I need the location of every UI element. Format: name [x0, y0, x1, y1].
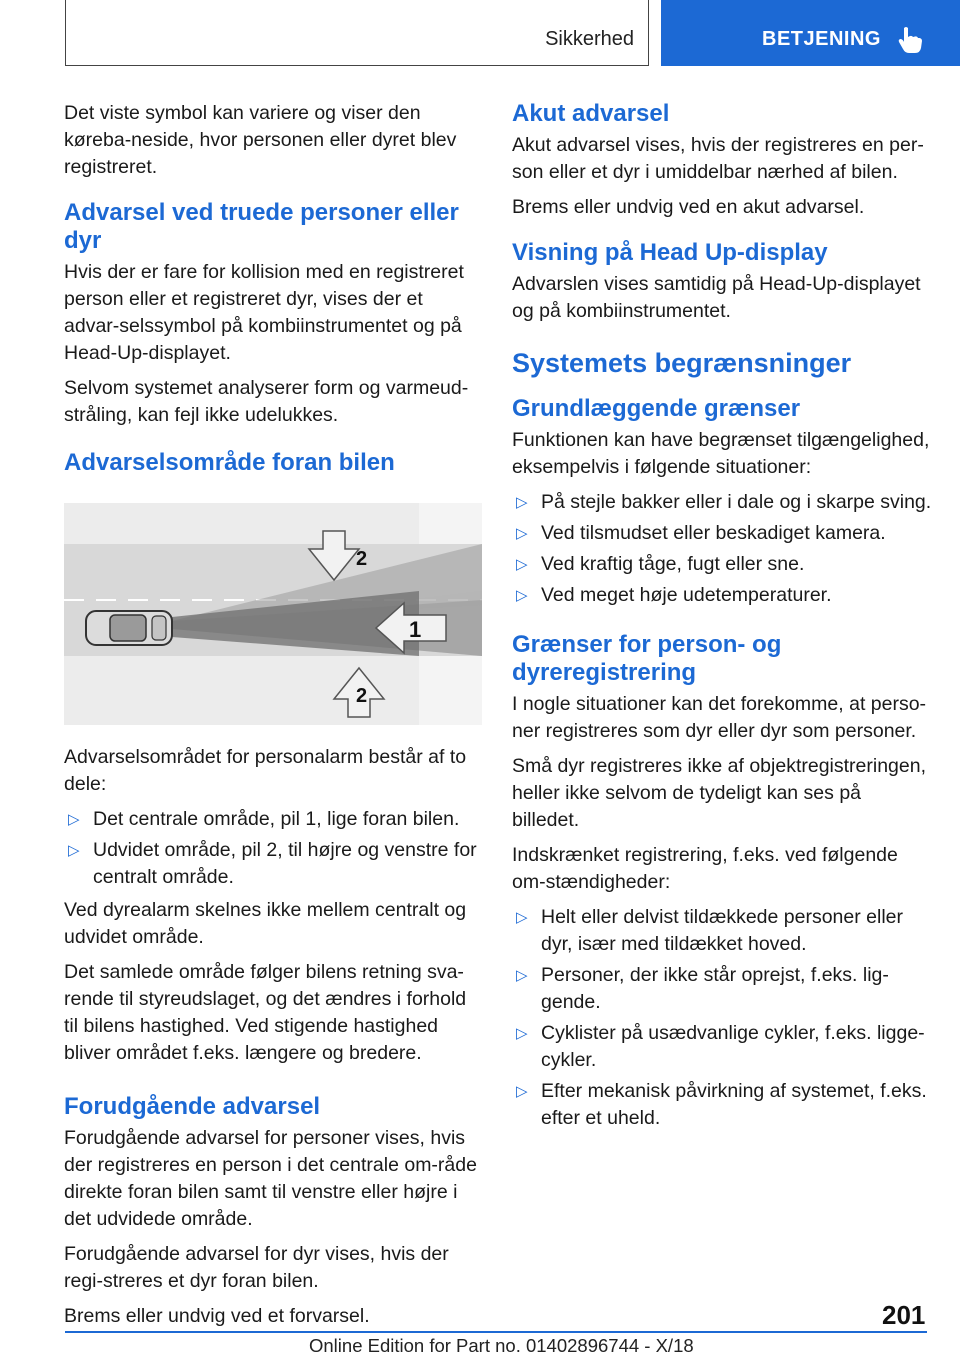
svg-text:2: 2: [356, 548, 368, 570]
triangle-bullet-icon: ▷: [68, 842, 80, 859]
area-list: [64, 806, 482, 891]
acute-paragraph-1: Akut advarsel vises, hvis der registreres en per-son eller et dyr i umiddelbar nærhed af bilen.: [512, 134, 924, 183]
list-item: ▷ På stejle bakker eller i dale og i skarpe sving.: [512, 489, 932, 516]
total-area-paragraph: Det samlede område følger bilens retning sva-rende til styreudslaget, og det ændres i forhold til bilens hastighed. Ved stigende hastighed bliver området f.eks. længere og bredere.: [64, 961, 467, 1064]
list-item: ▷ Udvidet område, pil 2, til højre og venstre for centralt område.: [68, 839, 477, 888]
svg-text:1: 1: [409, 617, 422, 642]
list-item: ▷ Helt eller delvist tildækkede personer eller dyr, især med tildækket hoved.: [516, 906, 903, 955]
triangle-bullet-icon: ▷: [516, 556, 528, 573]
hand-pointer-icon: [897, 26, 923, 54]
heading-pre-warning: Forudgående advarsel: [64, 1093, 321, 1120]
triangle-bullet-icon: ▷: [516, 1083, 528, 1100]
footer-edition: Online Edition for Part no. 01402896744 - X/18: [309, 1335, 694, 1356]
pre-warning-paragraph-3: Brems eller undvig ved et forvarsel.: [64, 1305, 370, 1327]
triangle-bullet-icon: ▷: [516, 909, 528, 926]
heading-threat-warning: Advarsel ved truede personer eller dyr: [64, 199, 459, 254]
hud-paragraph: Advarslen vises samtidig på Head-Up-displayet og på kombiinstrumentet.: [512, 273, 921, 322]
person-limits-list: [512, 904, 932, 1132]
footer-divider: [65, 1331, 927, 1333]
list-item: ▷ Cyklister på usædvanlige cykler, f.eks. ligge-cykler.: [516, 1022, 925, 1071]
heading-system-limits: Systemets begrænsninger: [512, 348, 852, 378]
acute-paragraph-2: Brems eller undvig ved en akut advarsel.: [512, 196, 865, 218]
warning-area-figure: [64, 503, 482, 725]
triangle-bullet-icon: ▷: [516, 525, 528, 542]
car-icon: [86, 611, 172, 645]
animal-paragraph: Ved dyrealarm skelnes ikke mellem centralt og udvidet område.: [64, 899, 467, 948]
triangle-bullet-icon: ▷: [68, 811, 80, 828]
heading-basic-limits: Grundlæggende grænser: [512, 395, 801, 422]
intro-paragraph: Det viste symbol kan variere og viser den køreba-neside, hvor personen eller dyret blev registreret.: [64, 102, 457, 178]
list-item: ▷ Det centrale område, pil 1, lige foran bilen.: [64, 806, 482, 833]
chapter-label: BETJENING: [762, 28, 881, 50]
pre-warning-paragraph-1: Forudgående advarsel for personer vises, hvis der registreres en person i det centrale om-råde direkte foran bilen samt til venstre eller højre i det udvidede område.: [64, 1127, 477, 1230]
heading-acute-warning: Akut advarsel: [512, 100, 670, 127]
heading-warning-area: Advarselsområde foran bilen: [64, 449, 395, 476]
list-item: ▷ Personer, der ikke står oprejst, f.eks. lig-gende.: [516, 964, 889, 1013]
svg-text:2: 2: [356, 685, 368, 707]
threat-paragraph-2: Selvom systemet analyserer form og varmeud-stråling, kan fejl ikke udelukkes.: [64, 377, 469, 426]
triangle-bullet-icon: ▷: [516, 967, 528, 984]
left-column: [64, 100, 482, 1338]
section-title: Sikkerhed: [545, 28, 634, 50]
list-item: ▷ Ved kraftig tåge, fugt eller sne.: [512, 551, 932, 578]
chapter-tab[interactable]: [661, 0, 960, 66]
page-number: 201: [882, 1300, 926, 1330]
person-limits-paragraph-1: I nogle situationer kan det forekomme, at perso-ner registreres som dyr eller dyr som personer.: [512, 693, 927, 742]
heading-hud: Visning på Head Up-display: [512, 239, 828, 266]
area-paragraph: Advarselsområdet for personalarm består af to dele:: [64, 746, 467, 795]
person-limits-paragraph-2: Små dyr registreres ikke af objektregistreringen, heller ikke selvom de tydeligt kan ses på billedet.: [512, 755, 927, 831]
list-item: ▷ Efter mekanisk påvirkning af systemet, f.eks. efter et uheld.: [516, 1080, 927, 1129]
triangle-bullet-icon: ▷: [516, 494, 528, 511]
triangle-bullet-icon: ▷: [516, 587, 528, 604]
header-box: [65, 0, 649, 66]
list-item: ▷ Ved tilsmudset eller beskadiget kamera.: [512, 520, 932, 547]
basic-limits-paragraph: Funktionen kan have begrænset tilgængelighed, eksempelvis i følgende situationer:: [512, 429, 930, 478]
triangle-bullet-icon: ▷: [516, 1025, 528, 1042]
basic-limits-list: [512, 489, 932, 609]
right-column: [512, 100, 932, 1138]
threat-paragraph-1: Hvis der er fare for kollision med en registreret person eller et registreret dyr, vises der et advar-selssymbol på kombiinstrumentet og på Head-Up-displayet.: [64, 261, 464, 364]
pre-warning-paragraph-2: Forudgående advarsel for dyr vises, hvis der regi-streres et dyr foran bilen.: [64, 1243, 449, 1292]
person-limits-paragraph-3: Indskrænket registrering, f.eks. ved følgende om-stændigheder:: [512, 844, 898, 893]
list-item: ▷ Ved meget høje udetemperaturer.: [512, 582, 932, 609]
heading-person-limits: Grænser for person- og dyreregistrering: [512, 631, 782, 686]
